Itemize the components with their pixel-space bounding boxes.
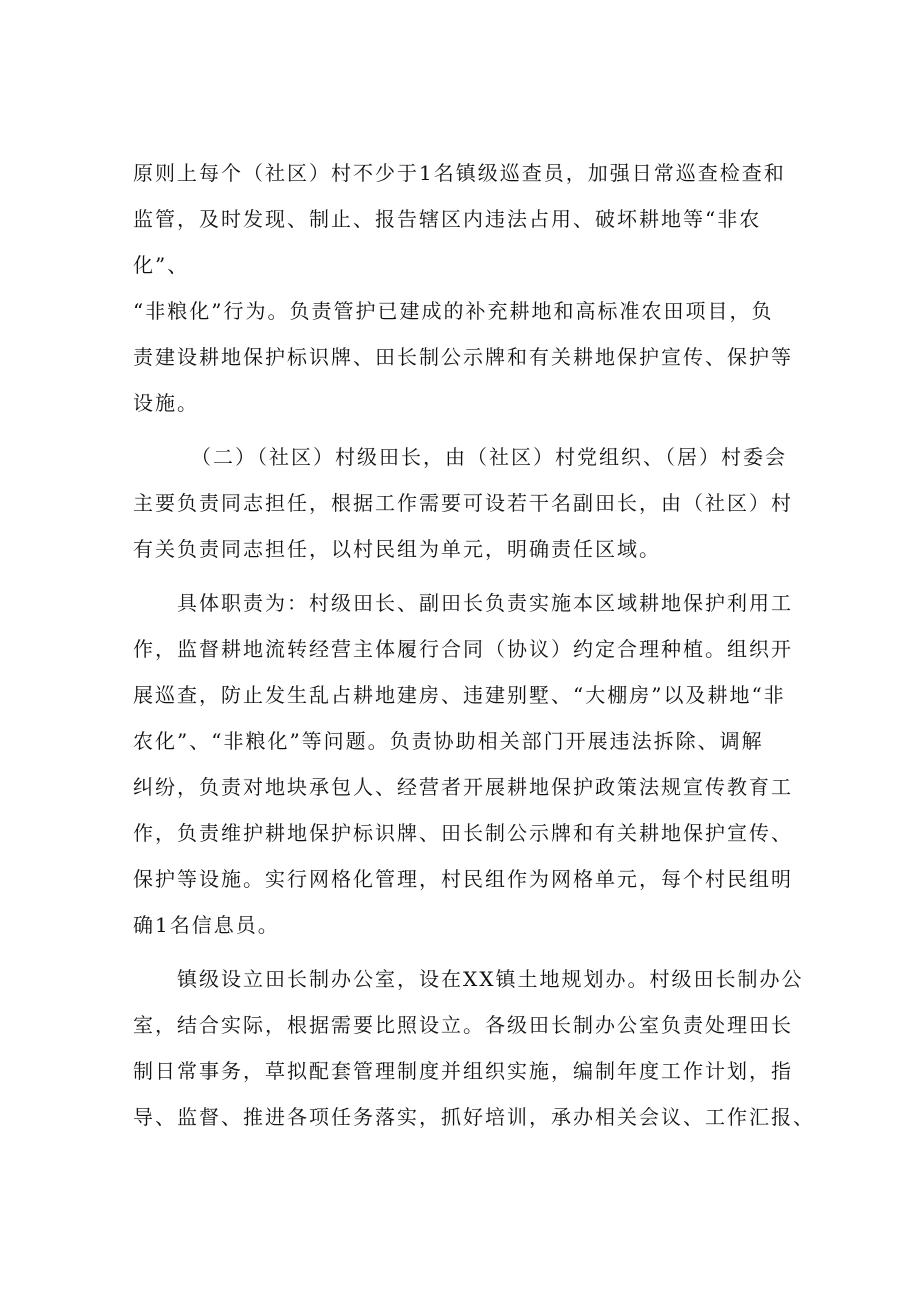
document-body xyxy=(133,150,815,1140)
text-line: 纠纷，负责对地块承包人、经营者开展耕地保护政策法规宣传教育工 xyxy=(133,775,793,799)
paragraph xyxy=(133,580,793,948)
text-line: 作，负责维护耕地保护标识牌、田长制公示牌和有关耕地保护宣传、 xyxy=(133,821,793,845)
text-line: 保护等设施。实行网格化管理，村民组作为网格单元，每个村民组明 xyxy=(133,867,793,891)
paragraph-gap xyxy=(133,572,793,580)
paragraph xyxy=(133,434,793,572)
paragraph-gap xyxy=(133,948,793,956)
text-line: （二）（社区）村级田长，由（社区）村党组织、（居）村委会 xyxy=(191,445,787,469)
paragraph-gap xyxy=(133,426,793,434)
text-line: 作，监督耕地流转经营主体履行合同（协议）约定合理种植。组织开 xyxy=(133,637,793,661)
paragraph xyxy=(133,150,793,426)
text-line: 责建设耕地保护标识牌、田长制公示牌和有关耕地保护宣传、保护等 xyxy=(133,345,793,369)
text-line: 设施。 xyxy=(133,391,199,415)
paragraph xyxy=(133,956,815,1140)
text-line: 有关负责同志担任，以村民组为单元，明确责任区域。 xyxy=(133,537,661,561)
text-line: 制日常事务，草拟配套管理制度并组织实施，编制年度工作计划，指 xyxy=(133,1059,793,1083)
text-line: 镇级设立田长制办公室，设在XX镇土地规划办。村级田长制办公 xyxy=(177,967,804,991)
text-line: 原则上每个（社区）村不少于1名镇级巡查员，加强日常巡查检查和 xyxy=(133,161,786,185)
text-line: 展巡查，防止发生乱占耕地建房、违建别墅、“大棚房”以及耕地“非 xyxy=(133,683,786,707)
text-line: “非粮化”行为。负责管护已建成的补充耕地和高标准农田项目，负 xyxy=(133,299,774,323)
text-line: 化”、 xyxy=(133,253,190,277)
text-line: 室，结合实际，根据需要比照设立。各级田长制办公室负责处理田长 xyxy=(133,1013,793,1037)
text-line: 监管，及时发现、制止、报告辖区内违法占用、破坏耕地等“非农 xyxy=(133,207,762,231)
text-line: 主要负责同志担任，根据工作需要可设若干名副田长，由（社区）村 xyxy=(133,491,793,515)
text-line: 确1名信息员。 xyxy=(133,913,280,937)
text-line: 农化”、“非粮化”等问题。负责协助相关部门开展违法拆除、调解 xyxy=(133,729,764,753)
text-line: 导、监督、推进各项任务落实，抓好培训，承办相关会议、工作汇报、 xyxy=(133,1105,815,1129)
text-line: 具体职责为：村级田长、副田长负责实施本区域耕地保护利用工 xyxy=(177,591,793,615)
